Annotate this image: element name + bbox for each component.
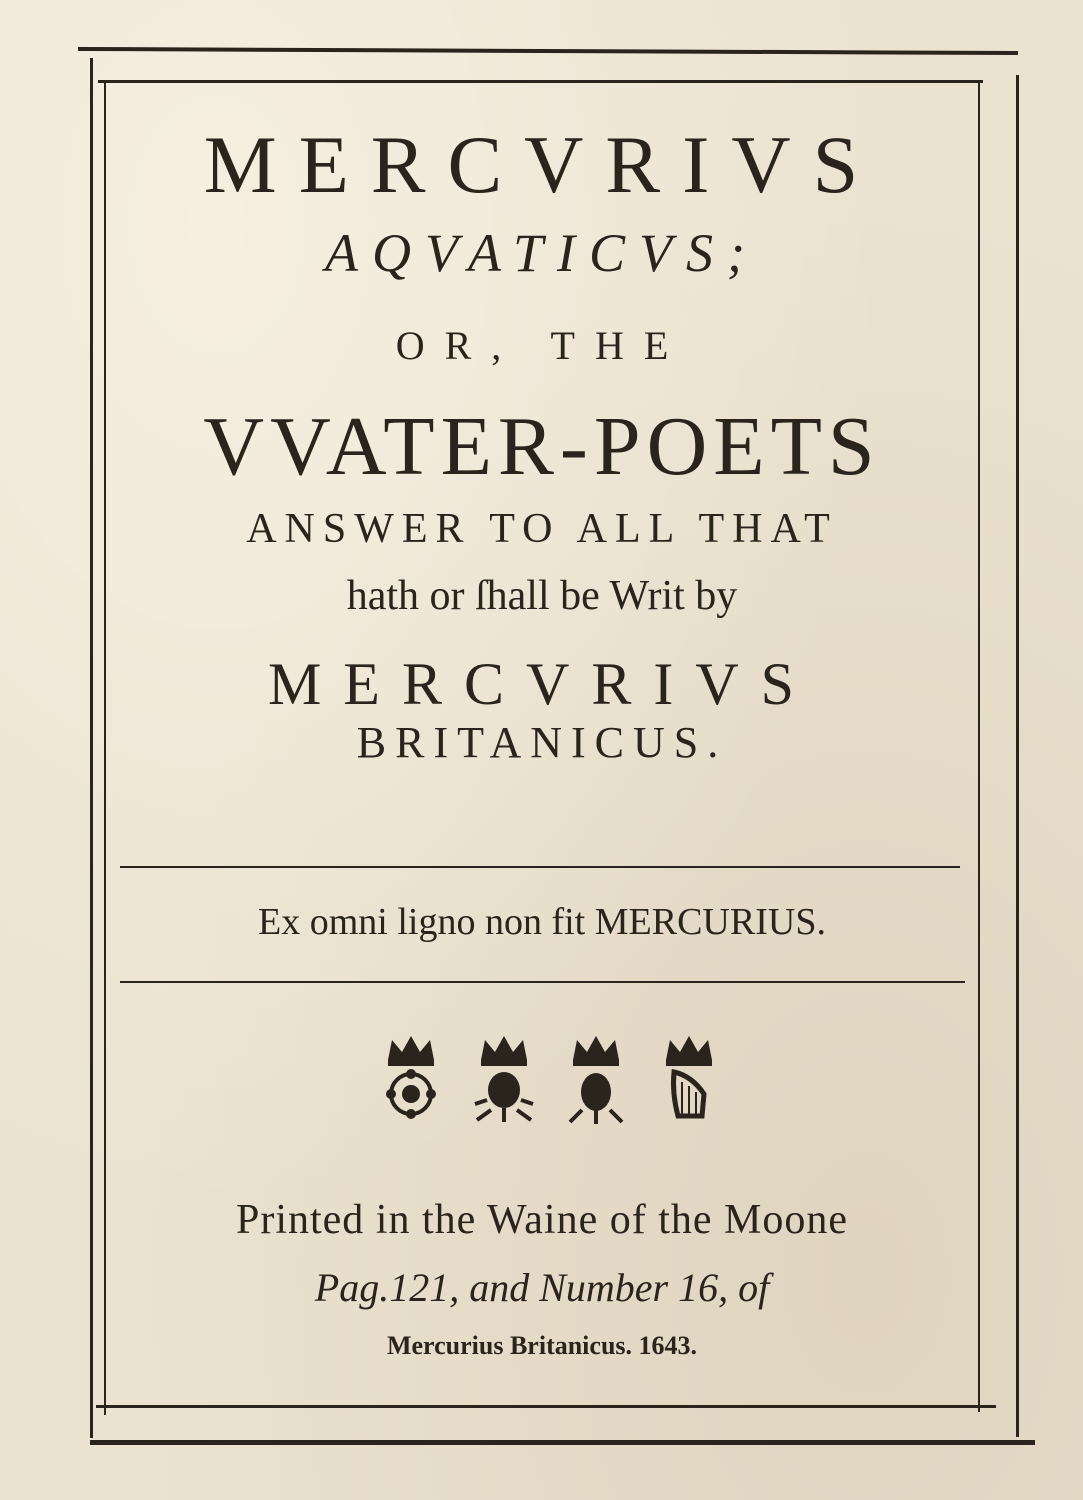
crown-rose-icon: [380, 1030, 442, 1126]
motto: Ex omni ligno non fit MERCURIUS.: [258, 901, 826, 943]
divider-rule-bottom: [120, 981, 965, 983]
frame-border-right: [1016, 75, 1019, 1437]
frame-border-bottom: [90, 1440, 1035, 1445]
imprint-line-3: Mercurius Britanicus. 1643.: [386, 1331, 698, 1360]
title-line-7: MERCVRIVS: [267, 651, 817, 717]
inner-frame-top: [98, 80, 983, 83]
title-line-1: MERCVRIVS: [203, 119, 881, 210]
title-line-8: BRITANICUS.: [356, 718, 728, 767]
inner-frame-bottom: [96, 1405, 996, 1408]
crown-harp-icon: [658, 1030, 720, 1126]
imprint-line-2: Pag.121, and Number 16, of: [314, 1265, 770, 1310]
divider-rule-top: [120, 866, 960, 868]
frame-border-left: [90, 58, 93, 1438]
imprint-line-1: Printed in the Waine of the Moone: [235, 1197, 849, 1243]
royal-badges: [380, 1030, 720, 1130]
title-line-3: OR, THE: [395, 323, 689, 368]
crown-thistle-icon: [565, 1030, 627, 1126]
title-line-5: ANSWER TO ALL THAT: [246, 506, 838, 552]
inner-frame-right: [978, 82, 980, 1412]
title-line-2: AQVATICVS;: [325, 223, 759, 283]
title-line-6: hath or ſhall be Writ by: [346, 573, 738, 619]
title-line-4: VVATER-POETS: [203, 400, 881, 493]
crown-thistle-icon: [473, 1030, 535, 1126]
